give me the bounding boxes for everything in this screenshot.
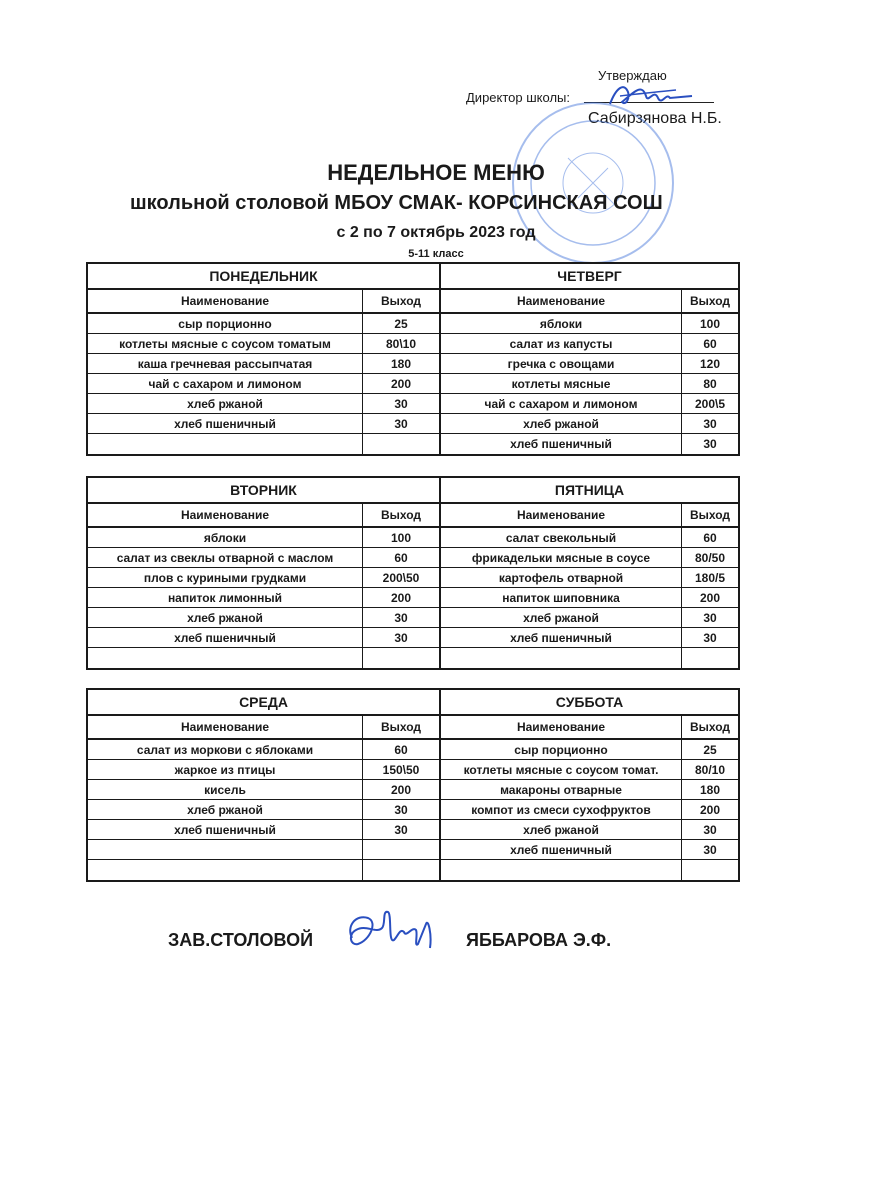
dish-name	[88, 648, 363, 668]
dish-output: 80/50	[694, 550, 726, 565]
dish-output	[363, 860, 439, 880]
canteen-head-name: ЯББАРОВА Э.Ф.	[466, 930, 612, 950]
dish-output: 100	[390, 530, 412, 545]
column-header-output: Выход	[380, 720, 422, 734]
dish-name: гречка с овощами	[441, 354, 682, 373]
table-row	[88, 760, 439, 780]
dish-name: хлеб пшеничный	[88, 414, 363, 433]
dish-name: салат из капусты	[441, 334, 682, 353]
day-heading: СУББОТА	[441, 690, 738, 716]
table-row	[88, 740, 439, 760]
grade-label: 5-11 класс	[408, 248, 464, 260]
table-row	[88, 780, 439, 800]
table-row	[441, 334, 738, 354]
dish-output: 80/10	[694, 762, 726, 777]
dish-output	[682, 648, 738, 668]
dish-name: каша гречневая рассыпчатая	[88, 354, 363, 373]
table-row	[88, 414, 439, 434]
table-row	[88, 334, 439, 354]
dish-output	[363, 648, 439, 668]
dish-output: 30	[394, 416, 408, 431]
dish-output: 60	[394, 742, 408, 757]
dish-name: хлеб ржаной	[441, 608, 682, 627]
column-header-name: Наименование	[88, 716, 363, 738]
approval-label: Утверждаю	[598, 68, 667, 83]
table-row	[441, 860, 738, 880]
column-header-output: Выход	[689, 720, 731, 734]
day-table	[441, 690, 738, 880]
dish-output: 30	[394, 802, 408, 817]
dish-name: хлеб пшеничный	[88, 628, 363, 647]
table-row	[88, 434, 439, 454]
table-row	[441, 608, 738, 628]
dish-name: чай с сахаром и лимоном	[88, 374, 363, 393]
dish-output: 200\50	[382, 570, 420, 585]
dish-name: котлеты мясные с соусом томат.	[441, 760, 682, 779]
dish-name: хлеб ржаной	[88, 608, 363, 627]
dish-output: 30	[703, 416, 717, 431]
column-header-row	[441, 290, 738, 314]
table-row	[88, 840, 439, 860]
table-row	[88, 648, 439, 668]
dish-name: напиток лимонный	[88, 588, 363, 607]
dish-name: хлеб пшеничный	[441, 434, 682, 454]
dish-output: 200	[390, 590, 412, 605]
dish-output: 180/5	[694, 570, 726, 585]
dish-name: хлеб пшеничный	[441, 628, 682, 647]
table-row	[441, 628, 738, 648]
column-header-output: Выход	[689, 508, 731, 522]
dish-output: 80\10	[385, 336, 417, 351]
dish-name: салат свекольный	[441, 528, 682, 547]
dish-name: салат из свеклы отварной с маслом	[88, 548, 363, 567]
dish-name: чай с сахаром и лимоном	[441, 394, 682, 413]
column-header-name: Наименование	[88, 290, 363, 312]
dish-name: хлеб ржаной	[88, 394, 363, 413]
table-row	[441, 354, 738, 374]
dish-name: котлеты мясные	[441, 374, 682, 393]
dish-name: яблоки	[88, 528, 363, 547]
table-row	[441, 648, 738, 668]
dish-name	[441, 648, 682, 668]
table-row	[441, 434, 738, 454]
dish-name: напиток шиповника	[441, 588, 682, 607]
dish-output: 30	[703, 437, 717, 451]
dish-output: 180	[390, 356, 412, 371]
table-row	[441, 740, 738, 760]
dish-output: 25	[394, 316, 408, 331]
table-row	[88, 314, 439, 334]
menu-block-wed-sat	[86, 688, 740, 882]
dish-output: 30	[394, 822, 408, 837]
menu-block-tue-fri	[86, 476, 740, 670]
dish-output: 200	[390, 376, 412, 391]
dish-name: котлеты мясные с соусом томатым	[88, 334, 363, 353]
table-row	[88, 548, 439, 568]
table-row	[441, 800, 738, 820]
table-row	[88, 800, 439, 820]
column-header-name: Наименование	[441, 290, 682, 312]
table-row	[88, 394, 439, 414]
dish-output: 60	[394, 550, 408, 565]
dish-name: хлеб пшеничный	[441, 840, 682, 859]
table-row	[441, 314, 738, 334]
day-table	[88, 264, 441, 454]
dish-name: компот из смеси сухофруктов	[441, 800, 682, 819]
dish-output	[682, 860, 738, 880]
dish-output	[363, 434, 439, 454]
column-header-output: Выход	[689, 294, 731, 308]
menu-block-mon-thu	[86, 262, 740, 456]
table-row	[88, 568, 439, 588]
column-header-row	[441, 504, 738, 528]
menu-dates: с 2 по 7 октябрь 2023 год	[336, 224, 536, 241]
dish-name: сыр порционно	[441, 740, 682, 759]
table-row	[441, 394, 738, 414]
dish-output: 60	[703, 336, 717, 351]
dish-output: 30	[703, 610, 717, 625]
dish-name: хлеб пшеничный	[88, 820, 363, 839]
table-row	[88, 820, 439, 840]
column-header-output: Выход	[380, 508, 422, 522]
dish-name: яблоки	[441, 314, 682, 333]
dish-output: 30	[394, 630, 408, 645]
table-row	[441, 528, 738, 548]
canteen-head-label: ЗАВ.СТОЛОВОЙ	[168, 930, 314, 950]
dish-name	[441, 860, 682, 880]
page-title: НЕДЕЛЬНОЕ МЕНЮ	[327, 160, 545, 185]
dish-output: 30	[703, 822, 717, 837]
dish-name: жаркое из птицы	[88, 760, 363, 779]
table-row	[88, 628, 439, 648]
day-table	[441, 478, 738, 668]
director-label: Директор школы:	[466, 90, 570, 105]
dish-output: 30	[703, 842, 717, 857]
director-signature	[606, 78, 696, 112]
dish-output	[363, 840, 439, 859]
day-table	[88, 690, 441, 880]
day-table	[441, 264, 738, 454]
dish-output: 60	[703, 530, 717, 545]
dish-output: 200\5	[694, 396, 726, 411]
dish-output: 30	[703, 630, 717, 645]
canteen-head-signature	[342, 904, 438, 962]
dish-name: макароны отварные	[441, 780, 682, 799]
day-heading: ПЯТНИЦА	[441, 478, 738, 504]
table-row	[88, 374, 439, 394]
table-row	[88, 608, 439, 628]
dish-name: хлеб ржаной	[88, 800, 363, 819]
table-row	[441, 588, 738, 608]
dish-name	[88, 860, 363, 880]
day-heading: ЧЕТВЕРГ	[441, 264, 738, 290]
table-row	[441, 840, 738, 860]
dish-output: 80	[703, 376, 717, 391]
table-row	[441, 760, 738, 780]
table-row	[441, 374, 738, 394]
day-heading: ПОНЕДЕЛЬНИК	[88, 264, 439, 290]
column-header-name: Наименование	[441, 504, 682, 526]
dish-name: хлеб ржаной	[441, 820, 682, 839]
dish-output: 100	[699, 316, 721, 331]
dish-output: 200	[699, 590, 721, 605]
table-row	[88, 354, 439, 374]
table-row	[88, 588, 439, 608]
day-heading: ВТОРНИК	[88, 478, 439, 504]
column-header-row	[88, 716, 439, 740]
dish-output: 200	[699, 802, 721, 817]
table-row	[88, 860, 439, 880]
table-row	[441, 548, 738, 568]
dish-output: 30	[394, 396, 408, 411]
dish-name: картофель отварной	[441, 568, 682, 587]
table-row	[441, 820, 738, 840]
page-subtitle: школьной столовой МБОУ СМАК- КОРСИНСКАЯ СОШ	[130, 192, 663, 214]
table-row	[88, 528, 439, 548]
dish-name: кисель	[88, 780, 363, 799]
dish-output: 180	[699, 782, 721, 797]
table-row	[441, 568, 738, 588]
dish-output: 120	[699, 356, 721, 371]
director-name: Сабирзянова Н.Б.	[588, 110, 722, 127]
dish-name: плов с куриными грудками	[88, 568, 363, 587]
column-header-row	[441, 716, 738, 740]
dish-name	[88, 434, 363, 454]
day-table	[88, 478, 441, 668]
column-header-name: Наименование	[88, 504, 363, 526]
dish-name: салат из моркови с яблоками	[88, 740, 363, 759]
column-header-row	[88, 290, 439, 314]
table-row	[441, 414, 738, 434]
dish-output: 150\50	[382, 762, 420, 777]
dish-output: 200	[390, 782, 412, 797]
dish-name: фрикадельки мясные в соусе	[441, 548, 682, 567]
dish-output: 30	[394, 610, 408, 625]
dish-output: 25	[703, 742, 717, 757]
table-row	[441, 780, 738, 800]
dish-name	[88, 840, 363, 859]
column-header-output: Выход	[380, 294, 422, 308]
dish-name: сыр порционно	[88, 314, 363, 333]
column-header-row	[88, 504, 439, 528]
day-heading: СРЕДА	[88, 690, 439, 716]
dish-name: хлеб ржаной	[441, 414, 682, 433]
column-header-name: Наименование	[441, 716, 682, 738]
